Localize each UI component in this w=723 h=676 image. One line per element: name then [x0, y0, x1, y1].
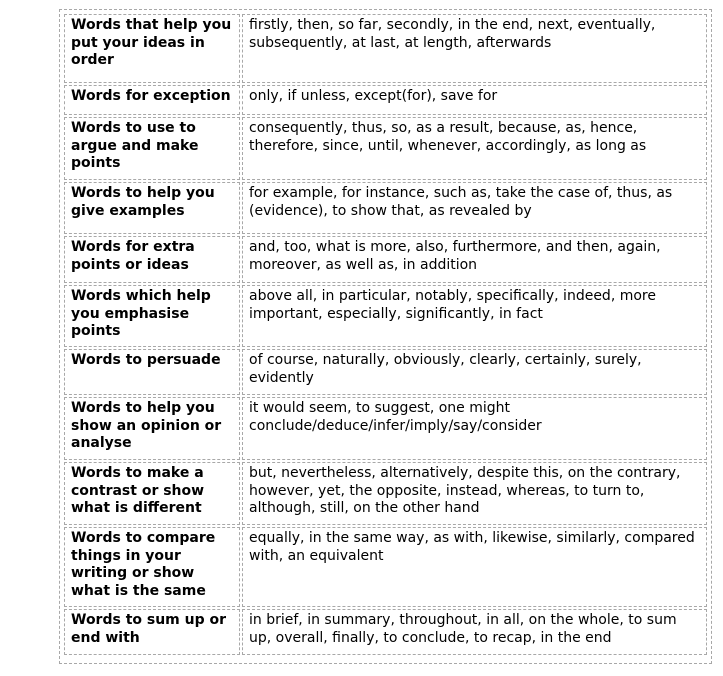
table-row: [64, 236, 707, 283]
words-cell: and, too, what is more, also, furthermore, and then, again, moreover, as well as, in addition: [242, 236, 707, 283]
words-cell: firstly, then, so far, secondly, in the end, next, eventually, subsequently, at last, at length, afterwards: [242, 14, 707, 83]
table-row: [64, 14, 707, 83]
connectives-table: [62, 12, 709, 657]
table-row: [64, 609, 707, 655]
category-cell: Words that help you put your ideas in order: [64, 14, 240, 83]
category-cell: Words to compare things in your writing or show what is the same: [64, 527, 240, 607]
category-cell: Words for exception: [64, 85, 240, 115]
table-row: [64, 349, 707, 395]
table-row: [64, 182, 707, 234]
words-cell: consequently, thus, so, as a result, because, as, hence, therefore, since, until, whenever, accordingly, as long as: [242, 117, 707, 180]
category-cell: Words for extra points or ideas: [64, 236, 240, 283]
words-cell: of course, naturally, obviously, clearly, certainly, surely, evidently: [242, 349, 707, 395]
table-row: [64, 85, 707, 115]
words-cell: in brief, in summary, throughout, in all, on the whole, to sum up, overall, finally, to conclude, to recap, in the end: [242, 609, 707, 655]
words-cell: only, if unless, except(for), save for: [242, 85, 707, 115]
table-row: [64, 527, 707, 607]
words-cell: equally, in the same way, as with, likewise, similarly, compared with, an equivalent: [242, 527, 707, 607]
table-row: [64, 462, 707, 525]
category-cell: Words which help you emphasise points: [64, 285, 240, 347]
category-cell: Words to help you show an opinion or analyse: [64, 397, 240, 460]
category-cell: Words to help you give examples: [64, 182, 240, 234]
words-cell: for example, for instance, such as, take the case of, thus, as (evidence), to show that, as revealed by: [242, 182, 707, 234]
table-row: [64, 117, 707, 180]
words-cell: but, nevertheless, alternatively, despite this, on the contrary, however, yet, the opposite, instead, whereas, to turn to, although, still, on the other hand: [242, 462, 707, 525]
category-cell: Words to persuade: [64, 349, 240, 395]
category-cell: Words to sum up or end with: [64, 609, 240, 655]
connectives-table-frame: [59, 9, 712, 664]
category-cell: Words to make a contrast or show what is different: [64, 462, 240, 525]
table-row: [64, 285, 707, 347]
words-cell: it would seem, to suggest, one might conclude/deduce/infer/imply/say/consider: [242, 397, 707, 460]
category-cell: Words to use to argue and make points: [64, 117, 240, 180]
table-row: [64, 397, 707, 460]
words-cell: above all, in particular, notably, specifically, indeed, more important, especially, significantly, in fact: [242, 285, 707, 347]
